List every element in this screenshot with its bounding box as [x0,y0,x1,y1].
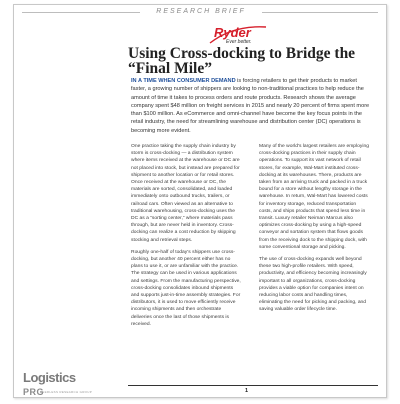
lead-text: is forcing retailers to get their products to market faster, a growing number of shippers are looking to non-traditional practices to help reduce the amount of time it takes to process orders and route products. Research shows the average company spent $48 million on freight services in 2015 and nearly 20 percent of firms spent more than $100 million. As eCommerce and omni-channel have become the key focus points in the retail industry, the need for streamlining warehouse and distribution center (DC) operations is becoming more evident. [131,78,370,134]
document-page [13,4,387,398]
right-paragraph-1: Many of the world’s largest retailers are employing cross-docking practices in their supply chain operations. To support its vast network of retail stores, for example, Wal-Mart instituted cross-docking at its warehouses. There, products are taken from an arriving truck and packed in a truck bound for a store without lengthy storage in the warehouse. In return, Wal-Mart has lowered costs for inventory storage, reduced transportation costs, and ships products that spend less time in transit. Luxury retailer Neiman Marcus also optimizes cross-docking by using a high-speed conveyor and sortation system that flows goods from the receiving dock to the shipping dock, with some conventional storage and picking. [259,144,369,250]
prg-brand-logo: PRG [23,387,45,397]
left-paragraph-2: Roughly one-half of today’s shippers use cross-docking, but another 40 percent either has no plans to use it, or are unfamiliar with the practice. The strategy can be used in various applications and settings. From the manufacturing perspective, cross-docking consolidates inbound shipments and supports just-in-time assembly strategies. For distributors, it is used to move efficiently receive incoming shipments and then orchestrate deliveries once the last of those shipments is received. [131,249,241,327]
left-column [131,143,242,333]
article-title: Using Cross-docking to Bridge the “Final Mile” [128,45,356,77]
research-brief-header [14,5,386,19]
logo-tagline: Ever better. [226,39,252,45]
header-rule-left [22,12,140,13]
header-label: RESEARCH BRIEF [156,8,246,15]
right-column [259,143,370,319]
left-paragraph-1: One practice taking the supply chain industry by storm is cross-docking — a distribution system where items received at the warehouse or DC are not placed into stock, but instead are prepared for shipment to another location or for retail stores. Once received at the warehouse or DC, the materials are sorted, consolidated, and loaded immediately onto outbound trucks, trailers, or railroad cars. Often viewed as an alternative to traditional warehousing, cross-docking uses the DC as a “sorting center,” where materials pass through, but are never held in inventory. Cross-docking can realize a cost reduction by skipping stocking and retrieval steps. [131,144,240,243]
right-paragraph-2: The use of cross-docking expands well beyond these two high-profile retailers. With speed, productivity, and efficiency becoming increasingly important to all organizations, cross-docking provides a viable option for companies intent on reducing labor costs and handling times, eliminating the need for picking and packing, and saving valuable order lifecycle time. [259,257,367,313]
ryder-logo [214,25,262,47]
lead-paragraph [131,77,371,135]
footer-rule [128,385,378,386]
lead-caps: IN A TIME WHEN CONSUMER DEMAND [131,78,236,84]
page-number: 1 [245,388,249,394]
logo-word: Ryder [214,25,251,40]
prg-brand-subtitle: PEERLESS RESEARCH GROUP [40,390,93,394]
logistics-brand-logo: Logistics [23,370,76,385]
header-rule-right [262,12,378,13]
